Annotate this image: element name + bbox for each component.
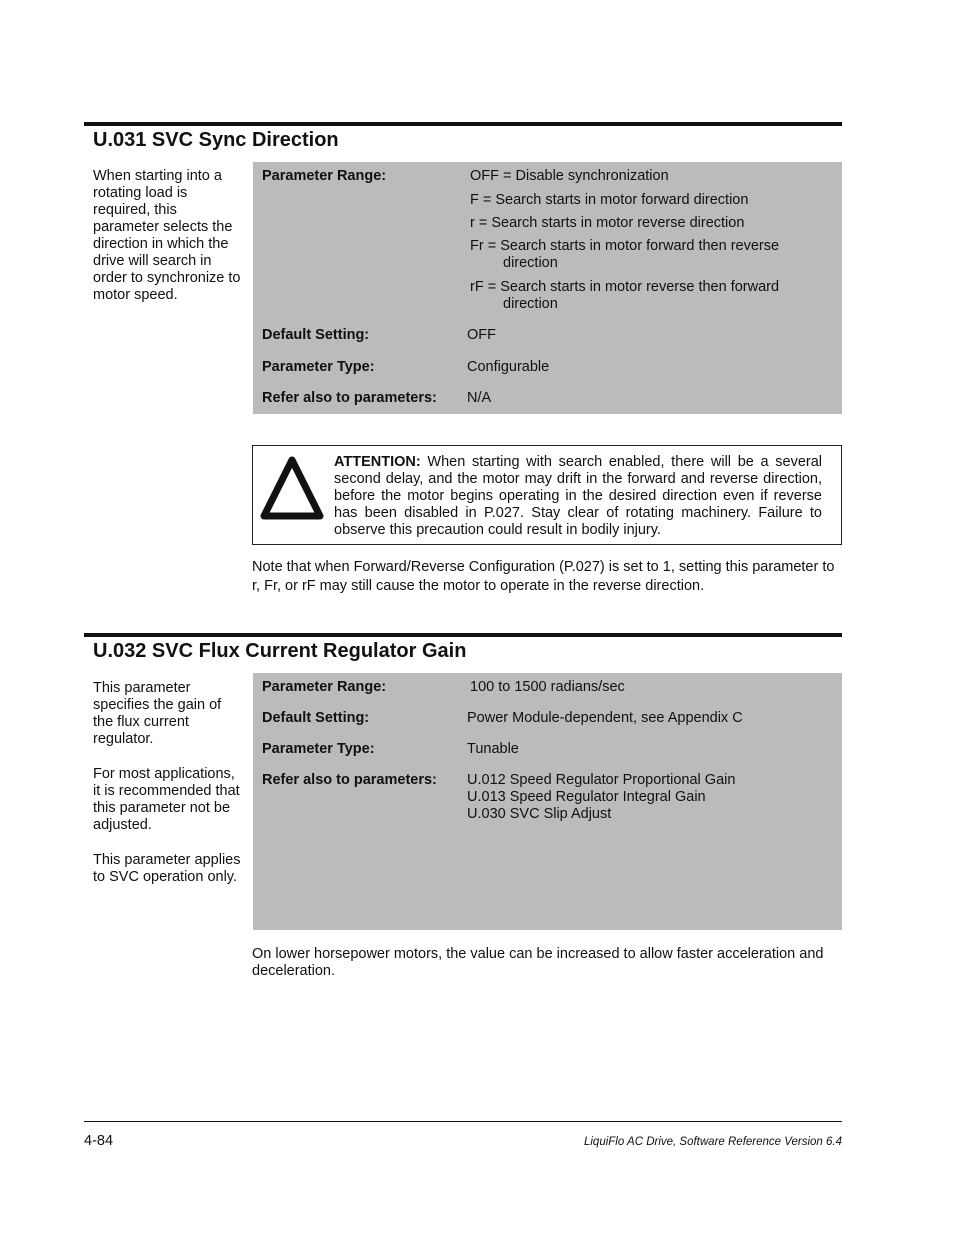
section-description xyxy=(93,168,245,322)
range-value: F = Search starts in motor forward direction xyxy=(470,192,749,208)
range-value: rF = Search starts in motor reverse then forward direction xyxy=(470,279,780,312)
section-rule xyxy=(84,633,842,637)
description-paragraph: For most applications, it is recommended that this parameter not be adjusted. xyxy=(93,766,240,833)
parameter-type-value: Configurable xyxy=(467,359,550,375)
section-title: U.032 SVC Flux Current Regulator Gain xyxy=(93,640,467,662)
refer-also-item: U.012 Speed Regulator Proportional Gain xyxy=(467,772,736,788)
refer-also-item: U.013 Speed Regulator Integral Gain xyxy=(467,789,706,805)
parameter-range-value: 100 to 1500 radians/sec xyxy=(470,679,625,695)
parameter-type-value: Tunable xyxy=(467,741,519,757)
default-setting-label: Default Setting: xyxy=(262,327,370,343)
parameter-range-label: Parameter Range: xyxy=(262,168,387,184)
range-value: Fr = Search starts in motor forward then reverse direction xyxy=(470,238,780,271)
attention-text xyxy=(334,454,822,539)
parameter-type-label: Parameter Type: xyxy=(262,359,375,375)
default-setting-value: OFF xyxy=(467,327,496,343)
document-title: LiquiFlo AC Drive, Software Reference Version 6.4 xyxy=(583,1136,842,1148)
page-number: 4-84 xyxy=(84,1133,114,1149)
attention-message: When starting with search enabled, there will be a several second delay, and the motor may drift in the forward and reverse direction, before the motor begins operating in the desired direction even if reverse has been disabled in P.027. Stay clear of rotating machinery. Failure to observe this precaution could result in bodily injury. xyxy=(334,454,822,538)
refer-also-item: U.030 SVC Slip Adjust xyxy=(467,806,612,822)
range-value: r = Search starts in motor reverse direction xyxy=(470,215,745,231)
section-description xyxy=(93,680,245,904)
refer-also-label: Refer also to parameters: xyxy=(262,772,437,788)
description-paragraph: When starting into a rotating load is required, this parameter selects the direction in which the drive will search in order to synchronize to motor speed. xyxy=(93,168,241,303)
parameter-table xyxy=(253,162,842,414)
footer-rule xyxy=(84,1121,842,1122)
default-setting-label: Default Setting: xyxy=(262,710,370,726)
section-rule xyxy=(84,122,842,126)
range-value: OFF = Disable synchronization xyxy=(470,168,669,184)
refer-also-value: N/A xyxy=(467,390,492,406)
section-note: On lower horsepower motors, the value can be increased to allow faster acceleration and deceleration. xyxy=(252,946,824,979)
attention-label: ATTENTION: xyxy=(334,454,421,470)
parameter-range-label: Parameter Range: xyxy=(262,679,387,695)
description-paragraph: This parameter specifies the gain of the flux current regulator. xyxy=(93,680,222,747)
default-setting-value: Power Module-dependent, see Appendix C xyxy=(467,710,743,726)
section-note: Note that when Forward/Reverse Configuration (P.027) is set to 1, setting this parameter to r, Fr, or rF may still cause the motor to operate in the reverse direction. xyxy=(252,559,835,594)
section-title: U.031 SVC Sync Direction xyxy=(93,129,339,151)
attention-box xyxy=(252,445,842,545)
parameter-table xyxy=(253,673,842,930)
parameter-type-label: Parameter Type: xyxy=(262,741,375,757)
refer-also-label: Refer also to parameters: xyxy=(262,390,437,406)
warning-triangle-icon xyxy=(258,454,326,522)
description-paragraph: This parameter applies to SVC operation only. xyxy=(93,852,241,885)
